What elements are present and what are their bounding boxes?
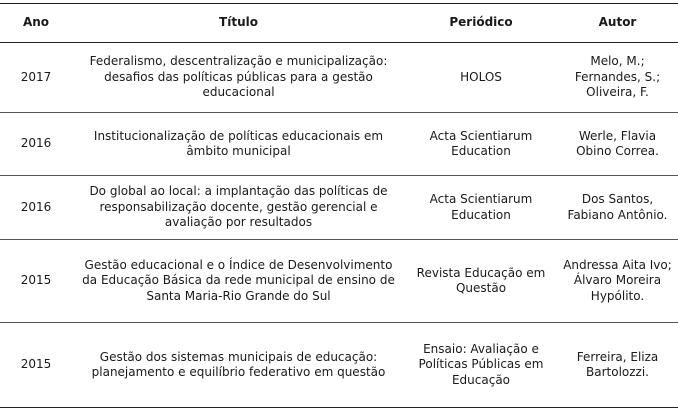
cell-titulo: Federalismo, descentralização e municipalização: desafios das políticas públicas para a gestão educacional bbox=[89, 54, 388, 100]
table-header-row bbox=[0, 4, 678, 43]
cell-autor: Werle, Flavia Obino Correa. bbox=[576, 128, 659, 158]
cell-periodico: Acta Scientiarum Education bbox=[429, 192, 533, 222]
table-row bbox=[0, 113, 678, 176]
table-row bbox=[0, 176, 678, 240]
cell-periodico: Ensaio: Avaliação e Políticas Públicas em Educação bbox=[418, 341, 544, 387]
cell-periodico: Revista Educação em Questão bbox=[416, 265, 546, 295]
references-table bbox=[0, 3, 678, 408]
cell-ano: 2017 bbox=[20, 69, 52, 84]
table-row bbox=[0, 323, 678, 408]
cell-autor: Ferreira, Eliza Bartolozzi. bbox=[576, 349, 659, 379]
header-periodico: Periódico bbox=[449, 15, 513, 30]
table-row bbox=[0, 43, 678, 113]
cell-ano: 2015 bbox=[20, 357, 52, 372]
header-autor: Autor bbox=[598, 15, 637, 30]
cell-ano: 2015 bbox=[20, 273, 52, 288]
cell-titulo: Gestão dos sistemas municipais de educação: planejamento e equilíbrio federativo em questão bbox=[91, 349, 386, 379]
cell-autor: Dos Santos, Fabiano Antônio. bbox=[567, 192, 668, 222]
cell-periodico: Acta Scientiarum Education bbox=[429, 128, 533, 158]
cell-autor: Melo, M.; Fernandes, S.; Oliveira, F. bbox=[574, 54, 661, 100]
header-ano: Ano bbox=[22, 15, 50, 30]
cell-ano: 2016 bbox=[20, 136, 52, 151]
cell-autor: Andressa Aita Ivo; Álvaro Moreira Hypólito. bbox=[563, 257, 672, 303]
cell-titulo: Do global ao local: a implantação das políticas de responsabilização docente, gestão gerencial e avaliação por resultados bbox=[89, 184, 388, 230]
header-titulo: Título bbox=[219, 15, 258, 30]
table-row bbox=[0, 240, 678, 323]
cell-periodico: HOLOS bbox=[460, 69, 502, 84]
cell-titulo: Gestão educacional e o Índice de Desenvolvimento da Educação Básica da rede municipal de ensino de Santa Maria-Rio Grande do Sul bbox=[82, 257, 395, 303]
cell-titulo: Institucionalização de políticas educacionais em âmbito municipal bbox=[93, 128, 384, 158]
cell-ano: 2016 bbox=[20, 199, 52, 214]
